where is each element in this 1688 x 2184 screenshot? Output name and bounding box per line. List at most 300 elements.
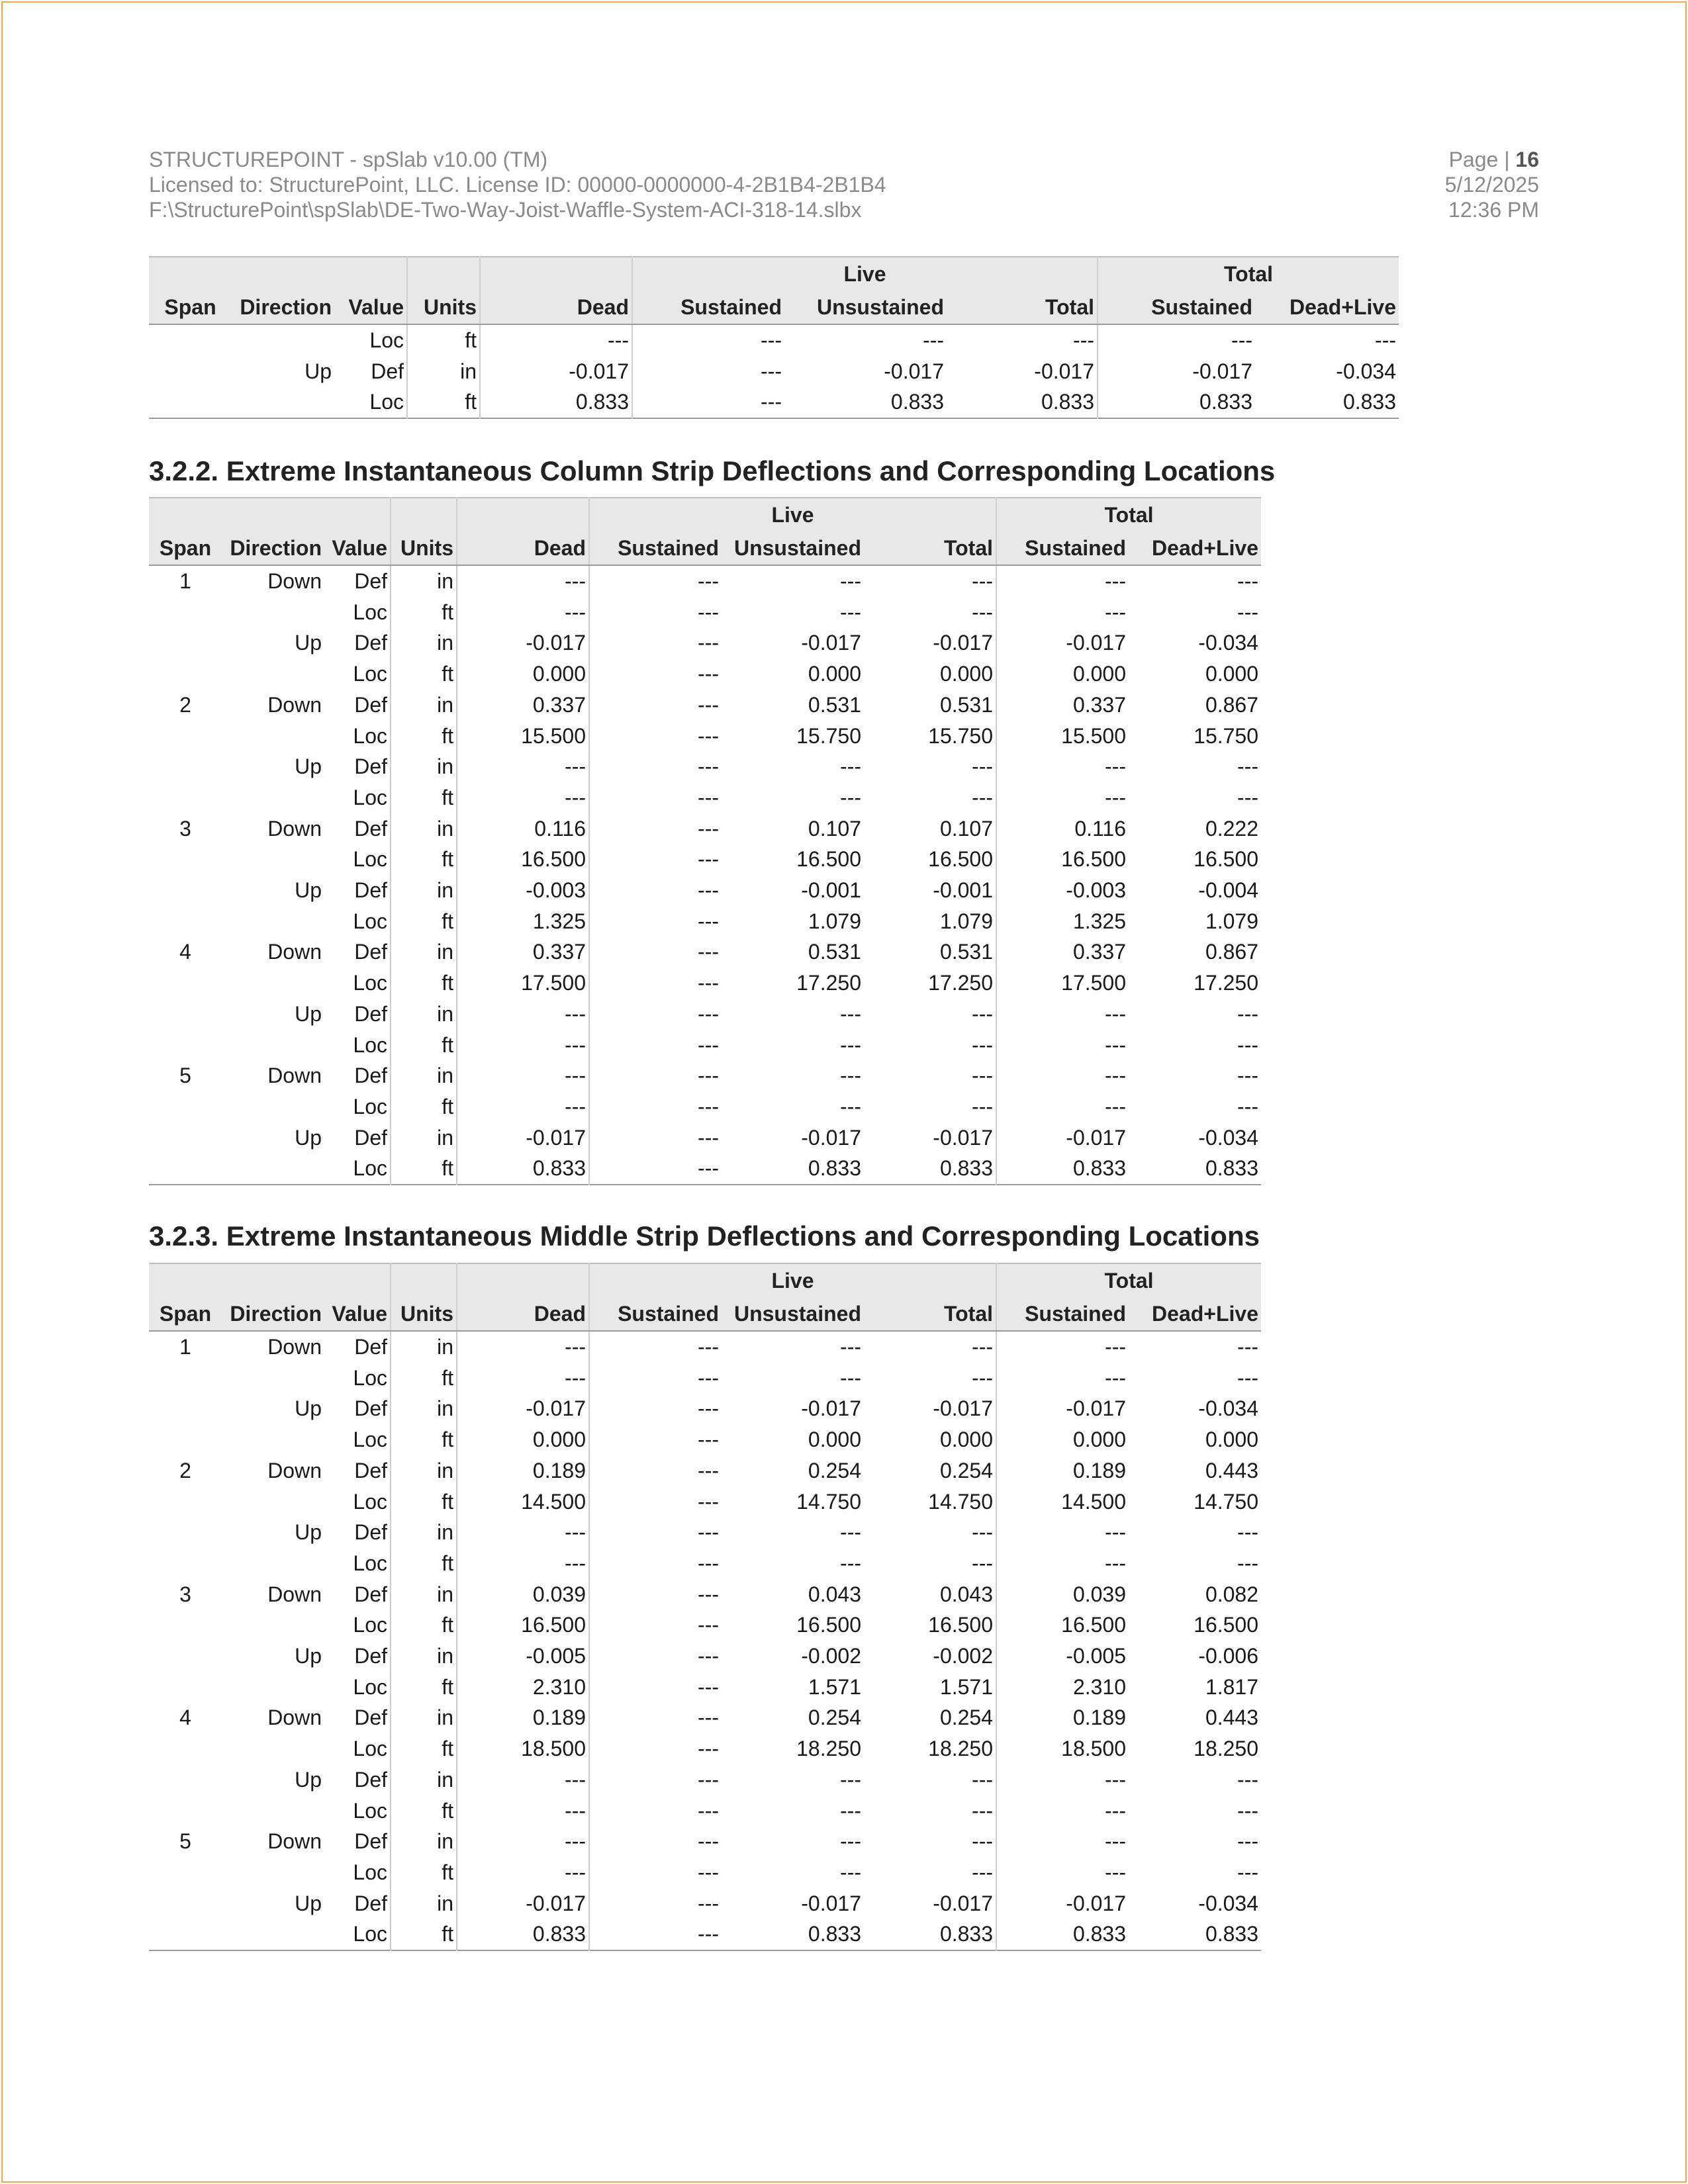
sustained-cell: --- [698, 940, 719, 964]
span-cell [149, 751, 222, 782]
total-cell: 0.000 [864, 1424, 996, 1455]
sustained-cell: --- [698, 1520, 719, 1545]
span-cell: 5 [179, 1064, 191, 1088]
table-row [149, 1331, 1261, 1363]
total-cell: 15.750 [864, 721, 996, 752]
direction-cell: Up [295, 878, 322, 903]
sustained-cell: --- [698, 1767, 719, 1792]
header-product-line: STRUCTUREPOINT - spSlab v10.00 (TM) [149, 148, 548, 171]
header-group-live: Live [589, 1263, 996, 1297]
total-cell: -0.017 [864, 1393, 996, 1424]
units-cell: in [391, 1702, 457, 1733]
table-row [149, 1919, 1261, 1950]
unsustained-cell: 0.254 [808, 1706, 861, 1730]
total-cell: --- [864, 1764, 996, 1796]
units-cell: in [391, 936, 457, 968]
dead-cell: 0.337 [457, 936, 589, 968]
direction-cell: Up [305, 359, 332, 383]
total-sustained-cell: 0.833 [1072, 1156, 1127, 1181]
unsustained-cell: --- [840, 600, 861, 624]
continuation-deflection-table [149, 256, 1399, 419]
units-cell: ft [391, 1091, 457, 1122]
header-dead: Dead [457, 531, 589, 565]
total-cell: --- [864, 1796, 996, 1827]
span-cell: 1 [179, 569, 191, 593]
header-direction: Direction [232, 291, 334, 324]
units-cell: in [407, 356, 480, 387]
table-row [149, 659, 1261, 690]
dead-live-cell: 0.222 [1205, 816, 1259, 841]
units-cell: in [391, 1764, 457, 1796]
header-total: Total [864, 1297, 996, 1331]
dead-cell: -0.005 [457, 1641, 589, 1672]
direction-cell: Up [295, 631, 322, 655]
sustained-cell: --- [698, 1674, 719, 1699]
unsustained-cell: 17.250 [796, 971, 861, 995]
table-row [149, 1455, 1261, 1486]
dead-live-cell: --- [1237, 1335, 1259, 1359]
value-cell: Loc [324, 906, 391, 937]
total-sustained-cell: --- [1105, 600, 1127, 624]
table-row [149, 1153, 1261, 1185]
value-cell: Loc [324, 782, 391, 813]
value-cell: Loc [324, 968, 391, 999]
sustained-cell: --- [698, 692, 719, 717]
units-cell: in [391, 1331, 457, 1363]
span-cell: 1 [179, 1335, 191, 1359]
span-cell [149, 659, 222, 690]
total-sustained-cell: 15.500 [1061, 723, 1127, 748]
units-cell: ft [391, 968, 457, 999]
total-cell: 0.043 [864, 1579, 996, 1610]
value-cell: Def [324, 1579, 391, 1610]
direction-cell: Down [267, 816, 322, 841]
value-cell: Def [324, 1826, 391, 1857]
value-cell: Def [324, 1331, 391, 1363]
total-sustained-cell: 18.500 [1061, 1737, 1127, 1761]
dead-cell: 2.310 [457, 1672, 589, 1703]
header-group-live: Live [589, 498, 996, 531]
total-sustained-cell: 16.500 [1061, 1613, 1127, 1637]
units-cell: in [391, 1888, 457, 1919]
total-sustained-cell: 0.833 [1072, 1922, 1127, 1946]
unsustained-cell: 0.000 [808, 662, 861, 686]
dead-cell: 16.500 [457, 1610, 589, 1641]
sustained-cell: --- [698, 1582, 719, 1606]
table-row [149, 1610, 1261, 1641]
span-cell [149, 1486, 222, 1518]
value-cell: Loc [324, 1153, 391, 1185]
span-cell [149, 1672, 222, 1703]
dead-live-cell: 0.443 [1205, 1706, 1259, 1730]
total-cell: --- [864, 1857, 996, 1888]
total-sustained-cell: 0.116 [1074, 816, 1127, 841]
header-dead-live: Dead+Live [1129, 531, 1261, 565]
dead-live-cell: 16.500 [1194, 1613, 1259, 1637]
span-cell: 2 [179, 1458, 191, 1482]
dead-live-cell: 14.750 [1194, 1489, 1259, 1514]
total-cell: 1.079 [864, 906, 996, 937]
unsustained-cell: 0.043 [808, 1582, 861, 1606]
unsustained-cell: 18.250 [796, 1737, 861, 1761]
units-cell: in [391, 813, 457, 844]
sustained-cell: --- [698, 816, 719, 841]
total-sustained-cell: --- [1105, 1001, 1127, 1026]
direction-cell: Down [267, 940, 322, 964]
unsustained-cell: 1.571 [808, 1674, 861, 1699]
direction-cell [222, 1919, 324, 1950]
sustained-cell: --- [761, 359, 782, 383]
units-cell: in [391, 690, 457, 721]
unsustained-cell: --- [840, 1094, 861, 1118]
units-cell: in [391, 1393, 457, 1424]
header-group-total: Total [996, 498, 1261, 531]
value-cell: Def [324, 1764, 391, 1796]
direction-cell [222, 1363, 324, 1394]
direction-cell: Up [295, 1520, 322, 1545]
span-cell [149, 1919, 222, 1950]
unsustained-cell: --- [840, 785, 861, 809]
total-cell: 0.833 [864, 1919, 996, 1950]
total-sustained-cell: 0.000 [1072, 662, 1127, 686]
unsustained-cell: --- [840, 1520, 861, 1545]
dead-cell: --- [457, 597, 589, 628]
span-cell [149, 1030, 222, 1061]
total-cell: 0.531 [864, 936, 996, 968]
value-cell: Loc [324, 721, 391, 752]
dead-cell: --- [457, 1060, 589, 1091]
dead-cell: --- [457, 999, 589, 1030]
unsustained-cell: --- [840, 1335, 861, 1359]
header-total-sustained: Sustained [1098, 291, 1255, 324]
direction-cell: Up [295, 1767, 322, 1792]
total-sustained-cell: -0.017 [1192, 359, 1253, 383]
total-cell: --- [864, 1030, 996, 1061]
total-sustained-cell: --- [1105, 1335, 1127, 1359]
table-row [149, 324, 1399, 356]
total-sustained-cell: --- [1105, 1829, 1127, 1854]
dead-cell: 17.500 [457, 968, 589, 999]
sustained-cell: --- [698, 1125, 719, 1150]
units-cell: ft [391, 1733, 457, 1764]
dead-cell: 16.500 [457, 844, 589, 875]
unsustained-cell: 0.833 [808, 1156, 861, 1181]
sustained-cell: --- [698, 1365, 719, 1390]
total-cell: --- [864, 1363, 996, 1394]
sustained-cell: --- [698, 600, 719, 624]
total-cell: -0.017 [947, 356, 1098, 387]
direction-cell [222, 1486, 324, 1518]
total-cell: 14.750 [864, 1486, 996, 1518]
table-row [149, 356, 1399, 387]
total-cell: -0.017 [864, 1122, 996, 1154]
total-cell: --- [864, 565, 996, 597]
span-cell [149, 597, 222, 628]
direction-cell [222, 1153, 324, 1185]
total-sustained-cell: -0.017 [1066, 631, 1127, 655]
unsustained-cell: 15.750 [796, 723, 861, 748]
span-cell: 3 [179, 1582, 191, 1606]
value-cell: Def [324, 1455, 391, 1486]
value-cell: Def [324, 627, 391, 659]
total-sustained-cell: 2.310 [1072, 1674, 1127, 1699]
span-cell [149, 1153, 222, 1185]
direction-cell: Down [267, 1829, 322, 1854]
value-cell: Def [324, 1122, 391, 1154]
header-group-total: Total [996, 1263, 1261, 1297]
sustained-cell: --- [698, 723, 719, 748]
dead-live-cell: 0.833 [1205, 1156, 1259, 1181]
dead-live-cell: --- [1375, 328, 1397, 352]
dead-cell: --- [457, 1331, 589, 1363]
sustained-cell: --- [698, 909, 719, 933]
value-cell: Def [324, 1702, 391, 1733]
total-sustained-cell: --- [1105, 1798, 1127, 1823]
dead-cell: --- [457, 1548, 589, 1579]
total-cell: 0.254 [864, 1455, 996, 1486]
table-row [149, 1733, 1261, 1764]
direction-cell [222, 1857, 324, 1888]
section-title-column-strip: 3.2.2. Extreme Instantaneous Column Strip Deflections and Corresponding Locations [149, 455, 1276, 486]
value-cell: Loc [324, 1857, 391, 1888]
dead-live-cell: 15.750 [1194, 723, 1259, 748]
table-row [149, 936, 1261, 968]
direction-cell: Down [267, 692, 322, 717]
total-sustained-cell: 17.500 [1061, 971, 1127, 995]
total-sustained-cell: -0.017 [1066, 1396, 1127, 1421]
sustained-cell: --- [698, 1335, 719, 1359]
sustained-cell: --- [698, 1396, 719, 1421]
page-number: 16 [1515, 148, 1539, 171]
page-header [149, 147, 1539, 226]
dead-live-cell: --- [1237, 1365, 1259, 1390]
value-cell: Loc [324, 1672, 391, 1703]
units-cell: ft [391, 1486, 457, 1518]
dead-cell: 0.833 [457, 1919, 589, 1950]
total-cell: --- [864, 1331, 996, 1363]
table-row [149, 813, 1261, 844]
dead-live-cell: --- [1237, 1064, 1259, 1088]
units-cell: ft [391, 1857, 457, 1888]
value-cell: Loc [324, 1919, 391, 1950]
middle-strip-deflection-table [149, 1263, 1261, 1951]
value-cell: Loc [324, 844, 391, 875]
unsustained-cell: --- [840, 569, 861, 593]
units-cell: in [391, 1826, 457, 1857]
direction-cell [222, 1610, 324, 1641]
units-cell: ft [391, 1363, 457, 1394]
header-value: Value [324, 1297, 391, 1331]
table-row [149, 1796, 1261, 1827]
dead-live-cell: --- [1237, 1094, 1259, 1118]
unsustained-cell: 16.500 [796, 1613, 861, 1637]
direction-cell [222, 782, 324, 813]
direction-cell [222, 721, 324, 752]
total-cell: --- [864, 1826, 996, 1857]
units-cell: ft [391, 1919, 457, 1950]
header-units: Units [407, 291, 480, 324]
header-left [149, 147, 886, 222]
span-cell: 4 [179, 1706, 191, 1730]
table-row [149, 782, 1261, 813]
units-cell: in [391, 627, 457, 659]
header-license-line: Licensed to: StructurePoint, LLC. License ID: 00000-0000000-4-2B1B4-2B1B4 [149, 173, 886, 197]
dead-cell: --- [457, 1517, 589, 1548]
total-cell: -0.017 [864, 627, 996, 659]
value-cell: Loc [324, 1733, 391, 1764]
dead-cell: 0.189 [457, 1702, 589, 1733]
dead-cell: 0.337 [457, 690, 589, 721]
units-cell: in [391, 999, 457, 1030]
direction-cell: Up [295, 1001, 322, 1026]
units-cell: in [391, 1517, 457, 1548]
table-row [149, 1548, 1261, 1579]
units-cell: in [391, 1122, 457, 1154]
unsustained-cell: -0.002 [801, 1644, 861, 1668]
dead-live-cell: -0.034 [1198, 1891, 1259, 1915]
dead-cell: -0.017 [457, 627, 589, 659]
direction-cell [222, 906, 324, 937]
dead-live-cell: --- [1237, 569, 1259, 593]
table-row [149, 690, 1261, 721]
span-cell [149, 1764, 222, 1796]
total-cell: -0.002 [864, 1641, 996, 1672]
sustained-cell: --- [698, 1706, 719, 1730]
unsustained-cell: -0.017 [884, 359, 944, 383]
sustained-cell: --- [698, 1156, 719, 1181]
table-row [149, 1517, 1261, 1548]
sustained-cell: --- [698, 1860, 719, 1884]
total-sustained-cell: 0.189 [1072, 1458, 1127, 1482]
total-cell: 1.571 [864, 1672, 996, 1703]
value-cell: Loc [324, 659, 391, 690]
value-cell: Def [324, 1641, 391, 1672]
direction-cell [222, 1796, 324, 1827]
unsustained-cell: -0.017 [801, 631, 861, 655]
value-cell: Loc [324, 1030, 391, 1061]
header-total-sustained: Sustained [996, 1297, 1129, 1331]
dead-cell: -0.017 [457, 1888, 589, 1919]
dead-cell: --- [457, 1363, 589, 1394]
units-cell: in [391, 1455, 457, 1486]
table-row [149, 906, 1261, 937]
table-row [149, 1424, 1261, 1455]
direction-cell [222, 1733, 324, 1764]
units-cell: ft [391, 844, 457, 875]
sustained-cell: --- [698, 1644, 719, 1668]
units-cell: in [391, 875, 457, 906]
span-cell [149, 1091, 222, 1122]
total-cell: -0.001 [864, 875, 996, 906]
total-sustained-cell: 1.325 [1072, 909, 1127, 933]
total-sustained-cell: 0.039 [1072, 1582, 1127, 1606]
total-sustained-cell: --- [1105, 1094, 1127, 1118]
units-cell: ft [391, 1796, 457, 1827]
dead-cell: --- [457, 565, 589, 597]
value-cell: Loc [324, 597, 391, 628]
dead-cell: 14.500 [457, 1486, 589, 1518]
span-cell [149, 906, 222, 937]
span-cell [149, 1424, 222, 1455]
dead-cell: 0.000 [457, 1424, 589, 1455]
dead-live-cell: 0.833 [1342, 390, 1397, 414]
unsustained-cell: --- [840, 1767, 861, 1792]
total-sustained-cell: 0.337 [1072, 940, 1127, 964]
table-row [149, 968, 1261, 999]
total-sustained-cell: -0.005 [1066, 1644, 1127, 1668]
dead-live-cell: 0.867 [1205, 692, 1259, 717]
sustained-cell: --- [698, 847, 719, 872]
total-cell: 0.833 [864, 1153, 996, 1185]
units-cell: ft [391, 1030, 457, 1061]
value-cell: Loc [324, 1486, 391, 1518]
header-group-total: Total [1098, 257, 1399, 291]
table-row [149, 1826, 1261, 1857]
header-dead: Dead [457, 1297, 589, 1331]
direction-cell [222, 1548, 324, 1579]
span-cell [149, 387, 232, 418]
dead-live-cell: --- [1237, 754, 1259, 779]
dead-live-cell: 17.250 [1194, 971, 1259, 995]
table-row [149, 627, 1261, 659]
sustained-cell: --- [698, 1489, 719, 1514]
units-cell: in [391, 751, 457, 782]
table-row [149, 999, 1261, 1030]
dead-cell: --- [480, 324, 632, 356]
sustained-cell: --- [698, 1613, 719, 1637]
header-value: Value [324, 531, 391, 565]
header-sustained: Sustained [632, 291, 784, 324]
span-cell [149, 1796, 222, 1827]
table-row [149, 1363, 1261, 1394]
dead-live-cell: -0.004 [1198, 878, 1259, 903]
header-span: Span [149, 291, 232, 324]
dead-cell: 0.039 [457, 1579, 589, 1610]
total-sustained-cell: --- [1105, 569, 1127, 593]
direction-cell: Up [295, 1396, 322, 1421]
unsustained-cell: --- [840, 1551, 861, 1575]
sustained-cell: --- [761, 390, 782, 414]
span-cell [149, 1641, 222, 1672]
span-cell [149, 1888, 222, 1919]
value-cell: Loc [334, 324, 407, 356]
span-cell: 3 [179, 816, 191, 841]
units-cell: ft [391, 906, 457, 937]
value-cell: Def [334, 356, 407, 387]
dead-cell: --- [457, 751, 589, 782]
direction-cell: Down [267, 1582, 322, 1606]
total-cell: --- [864, 1060, 996, 1091]
dead-live-cell: --- [1237, 1860, 1259, 1884]
table-row [149, 875, 1261, 906]
header-span: Span [149, 531, 222, 565]
sustained-cell: --- [698, 1891, 719, 1915]
sustained-cell: --- [698, 569, 719, 593]
header-total: Total [864, 531, 996, 565]
dead-cell: --- [457, 1030, 589, 1061]
dead-live-cell: --- [1237, 600, 1259, 624]
sustained-cell: --- [698, 971, 719, 995]
dead-live-cell: -0.006 [1198, 1644, 1259, 1668]
unsustained-cell: --- [840, 754, 861, 779]
units-cell: ft [391, 1548, 457, 1579]
table-row [149, 1888, 1261, 1919]
dead-live-cell: --- [1237, 1032, 1259, 1057]
header-dead-live: Dead+Live [1255, 291, 1399, 324]
sustained-cell: --- [698, 1798, 719, 1823]
units-cell: ft [391, 1672, 457, 1703]
total-cell: --- [864, 1548, 996, 1579]
